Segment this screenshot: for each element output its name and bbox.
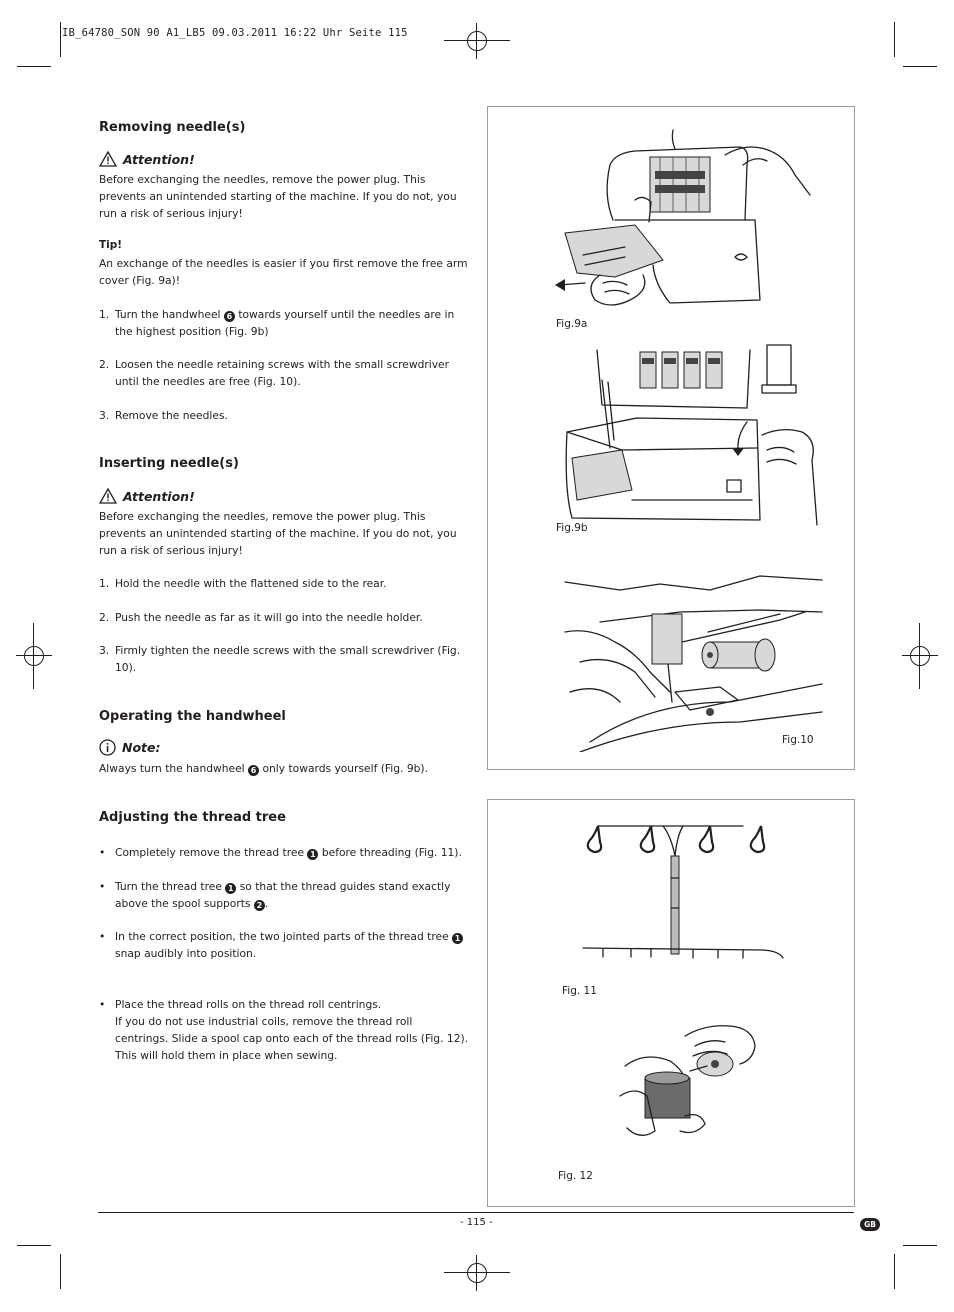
print-slug: IB_64780_SON 90 A1_LB5 09.03.2011 16:22 Uhr Seite 115 <box>62 27 408 39</box>
figure-caption: Fig. 12 <box>558 1170 593 1182</box>
page-number: - 115 - <box>460 1217 493 1228</box>
fig-10-illustration <box>560 572 826 752</box>
step-number: 2. <box>99 358 110 371</box>
part-number-badge: 1 <box>225 883 236 894</box>
inserting-step-1 <box>99 575 469 592</box>
registration-mark-icon <box>902 638 938 674</box>
step-text: Firmly tighten the needle screws with the small screwdriver (Fig. 10). <box>115 644 461 674</box>
note-text <box>99 760 469 777</box>
section-title-inserting: Inserting needle(s) <box>99 456 239 471</box>
figure-caption: Fig. 11 <box>562 985 597 997</box>
bullet-icon: • <box>99 880 106 893</box>
info-circle-icon <box>99 739 116 756</box>
note-heading <box>99 739 161 756</box>
fig-9b-illustration <box>562 340 822 530</box>
bullet-text: . <box>264 897 269 910</box>
warning-triangle-icon <box>99 151 117 167</box>
bullet-text: Place the thread rolls on the thread roll centrings. <box>115 998 382 1011</box>
attention-heading <box>99 488 195 504</box>
section-title-handwheel: Operating the handwheel <box>99 709 286 724</box>
bullet-text: so that the thread guides stand exactly above the spool supports <box>115 880 451 910</box>
removing-step-2 <box>99 356 469 390</box>
inserting-step-2 <box>99 609 469 626</box>
tip-label: Tip! <box>99 239 123 251</box>
step-text: Loosen the needle retaining screws with the small screwdriver until the needles are free (Fig. 10). <box>115 358 450 388</box>
figure-caption: Fig.10 <box>782 734 814 746</box>
bullet-text: snap audibly into position. <box>115 947 257 960</box>
step-text: Push the needle as far as it will go into the needle holder. <box>115 611 423 624</box>
thread-tree-bullet-3 <box>99 928 469 962</box>
fig-12-illustration <box>615 1016 765 1146</box>
attention-label: Attention! <box>123 488 195 504</box>
step-text: Remove the needles. <box>115 409 228 422</box>
note-text-pre: Always turn the handwheel <box>99 762 245 775</box>
step-text: Hold the needle with the flattened side to the rear. <box>115 577 387 590</box>
fig-11-illustration <box>543 808 795 986</box>
bullet-text: In the correct position, the two jointed parts of the thread tree <box>115 930 449 943</box>
warning-triangle-icon <box>99 488 117 504</box>
part-number-badge: 1 <box>452 933 463 944</box>
fig-9a-illustration <box>555 125 815 320</box>
part-number-badge: 2 <box>254 900 265 911</box>
step-number: 3. <box>99 409 110 422</box>
step-number: 3. <box>99 644 110 657</box>
attention-text: Before exchanging the needles, remove the power plug. This prevents an unintended starting of the machine. If you do not, you run a risk of serious injury! <box>99 510 457 557</box>
thread-tree-bullet-4 <box>99 996 469 1064</box>
bullet-text: If you do not use industrial coils, remove the thread roll centrings. Slide a spool cap onto each of the thread rolls (Fig. 12). This will hold them in place when sewing. <box>115 1015 469 1062</box>
language-badge: GB <box>860 1218 880 1231</box>
step-text: Turn the handwheel <box>115 308 221 321</box>
bullet-icon: • <box>99 930 106 943</box>
bullet-text: Completely remove the thread tree <box>115 846 305 859</box>
attention-label: Attention! <box>123 151 195 167</box>
registration-mark-icon <box>459 1255 495 1291</box>
footer-rule <box>98 1212 854 1213</box>
registration-mark-icon <box>459 23 495 59</box>
tip-text: An exchange of the needles is easier if you first remove the free arm cover (Fig. 9a)! <box>99 257 468 287</box>
step-number: 1. <box>99 577 110 590</box>
bullet-icon: • <box>99 846 106 859</box>
bullet-icon: • <box>99 998 106 1011</box>
step-text: towards yourself until the needles are in the highest position (Fig. 9b) <box>115 308 455 338</box>
inserting-step-3 <box>99 642 469 676</box>
thread-tree-bullet-2 <box>99 878 469 912</box>
section-title-removing: Removing needle(s) <box>99 120 246 135</box>
part-number-badge: 6 <box>248 765 259 776</box>
figure-caption: Fig.9a <box>556 318 588 330</box>
bullet-text: Turn the thread tree <box>115 880 222 893</box>
removing-step-3 <box>99 407 469 424</box>
note-label: Note: <box>122 740 161 755</box>
attention-text: Before exchanging the needles, remove the power plug. This prevents an unintended starting of the machine. If you do not, you run a risk of serious injury! <box>99 173 457 220</box>
removing-step-1 <box>99 306 469 340</box>
step-number: 2. <box>99 611 110 624</box>
note-text-post: only towards yourself (Fig. 9b). <box>262 762 428 775</box>
step-number: 1. <box>99 308 110 321</box>
section-title-thread-tree: Adjusting the thread tree <box>99 810 286 825</box>
figure-caption: Fig.9b <box>556 522 588 534</box>
registration-mark-icon <box>16 638 52 674</box>
part-number-badge: 6 <box>224 311 235 322</box>
part-number-badge: 1 <box>307 849 318 860</box>
thread-tree-bullet-1 <box>99 844 469 861</box>
attention-heading <box>99 151 195 167</box>
bullet-text: before threading (Fig. 11). <box>321 846 462 859</box>
